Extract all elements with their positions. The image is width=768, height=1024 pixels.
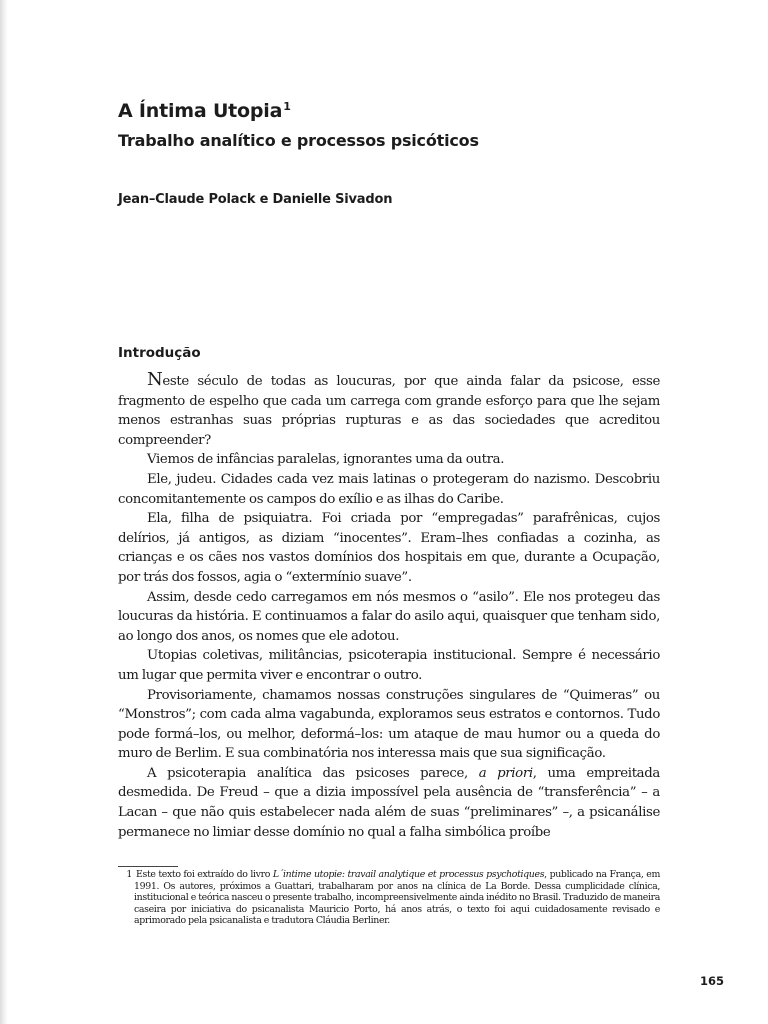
footnote-1	[118, 869, 660, 927]
drop-cap: N	[147, 369, 163, 390]
paragraph-5: Assim, desde cedo carregamos em nós mesmos o “asilo”. Ele nos protegeu das loucuras da história. E continuamos a falar do asilo aqui, quaisquer que tenham sido, ao longo dos anos, os nomes que ele adotou.	[118, 589, 660, 644]
paragraph-8-text-a: A psicoterapia analítica das psicoses parece,	[147, 765, 479, 781]
footnote-body	[126, 869, 660, 927]
paragraph-1-text: este século de todas as loucuras, por que ainda falar da psicose, esse fragmento de espelho que cada um carrega com grande esforço para que lhe sejam menos estranhas suas próprias rupturas e as das sociedades que acreditou compreender?	[118, 374, 660, 448]
article-title-text: A Íntima Utopia	[118, 100, 283, 122]
article-authors: Jean–Claude Polack e Danielle Sivadon	[118, 192, 393, 207]
page-edge-shadow	[0, 0, 8, 1024]
paragraph-3: Ele, judeu. Cidades cada vez mais latinas o protegeram do nazismo. Descobriu concomitantemente os campos do exílio e as ilhas do Caribe.	[118, 471, 660, 507]
footnote-number-wrap	[118, 869, 136, 880]
article-subtitle: Trabalho analítico e processos psicóticos	[118, 131, 479, 150]
footnote-text-b: , publicado na França, em 1991. Os autores, próximos a Guattari, trabalharam por anos na clínica de La Borde. Dessa cumplicidade clínica, institucional e teórica nasceu o presente trabalho, incompreensivelmente ainda inédito no Brasil. Traduzido de maneira caseira por iniciativa do psicanalista Mauricio Porto, há anos atrás, o texto foi aqui cuidadosamente revisado e aprimorado pela psicanalista e tradutora Cláudia Berliner.	[134, 869, 660, 927]
paragraph-8	[118, 764, 660, 842]
title-footnote-marker[interactable]: 1	[283, 100, 291, 113]
paragraph-8-italic: a priori	[478, 765, 533, 781]
footnote-divider	[118, 866, 178, 867]
footnote-book-title: L´intime utopie: travail analytique et processus psychotiques	[272, 869, 545, 880]
paragraph-1	[118, 369, 660, 450]
paragraph-4: Ela, filha de psiquiatra. Foi criada por “empregadas” parafrênicas, cujos delírios, já antigos, as diziam “inocentes”. Eram–lhes confiadas a cozinha, as crianças e os cães nos vastos domínios dos hospitais em que, durante a Ocupação, por trás dos fossos, agia o “extermínio suave”.	[118, 511, 660, 585]
paragraph-6: Utopias coletivas, militâncias, psicoterapia institucional. Sempre é necessário um lugar que permita viver e encontrar o outro.	[118, 648, 660, 683]
footnote-number: 1	[126, 869, 132, 880]
article-title	[118, 100, 291, 122]
paragraph-7: Provisoriamente, chamamos nossas construções singulares de “Quimeras” ou “Monstros”; com cada alma vagabunda, exploramos seus estratos e contornos. Tudo pode formá–los, ou melhor, deformá–los: um ataque de mau humor ou a queda do muro de Berlim. E sua combinatória nos interessa mais que sua significação.	[118, 687, 660, 762]
paragraph-2: Viemos de infâncias paralelas, ignorantes uma da outra.	[147, 452, 505, 468]
footnote-text-a: Este texto foi extraído do livro	[136, 869, 273, 880]
article-body	[118, 369, 661, 842]
section-heading-introducao: Introdução	[118, 345, 201, 361]
paragraph-8-text-b: , uma empreitada desmedida. De Freud – que a dizia impossível pela ausência de “transferência” – a Lacan – que não quis estabelecer nada além de suas “preliminares” –, a psicanálise permanece no limiar desse domínio no qual a falha simbólica proíbe	[118, 765, 661, 840]
page-number: 165	[699, 974, 724, 988]
